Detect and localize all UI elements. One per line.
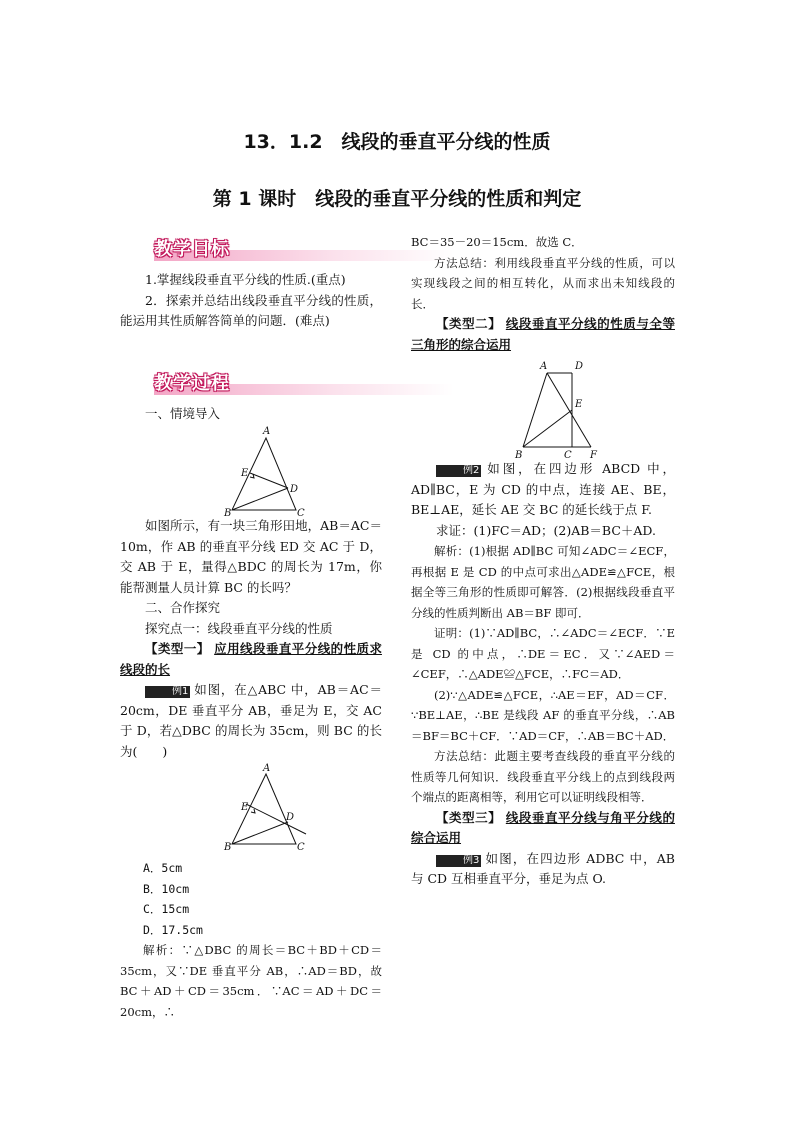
label-c: C: [297, 508, 305, 516]
label-d: D: [575, 361, 584, 372]
example-2: 例2 如图，在四边形 ABCD 中，AD∥BC，E 为 CD 的中点，连接 AE、BE，BE⊥AE，延长 AE 交 BC 的延长线于点 F.: [411, 461, 675, 517]
label-d: D: [290, 484, 299, 495]
goal-1: 1.掌握线段垂直平分线的性质.(重点): [145, 272, 346, 287]
option-a: A．5cm: [143, 861, 183, 875]
figure-triangle-2: [120, 762, 382, 854]
label-c: C: [297, 842, 305, 853]
example-2-prove: 求证：(1)FC＝AD；(2)AB＝BC＋AD.: [436, 522, 656, 538]
goal-2: 2．探索并总结出线段垂直平分线的性质，能运用其性质解答简单的问题．(难点): [120, 292, 382, 328]
figure-triangle-1: [120, 424, 382, 516]
section-title: 13．1.2 线段的垂直平分线的性质: [243, 131, 551, 153]
options-list: [120, 858, 382, 940]
explore-point-1: 探究点一：线段垂直平分线的性质: [145, 620, 333, 636]
label-b: B: [515, 450, 523, 459]
analysis-continued: BC＝35－20＝15cm．故选 C．: [411, 235, 583, 249]
method-summary-2: 方法总结：此题主要考查线段的垂直平分线的性质等几何知识．线段垂直平分线上的点到线段两个端点的距离相等，利用它可以证明线段相等．: [411, 749, 675, 804]
example-1: 例1 如图，在△ABC 中，AB＝AC＝20cm，DE 垂直平分 AB，垂足为 E，交 AC 于 D，若△DBC 的周长为 35cm，则 BC 的长为( ): [120, 682, 382, 759]
lesson-title: 第 1 课时 线段的垂直平分线的性质和判定: [212, 188, 582, 210]
example-3: 例3 如图，在四边形 ADBC 中，AB 与 CD 互相垂直平分，垂足为点 O.: [411, 850, 675, 886]
label-d: D: [286, 812, 295, 823]
example-2-proof-2: (2)∵△ADE≌△FCE，∴AE＝EF，AD＝CF．∵BE⊥AE，∴BE 是线段 AF 的垂直平分线，∴AB＝BF＝BC＋CF．∵AD＝CF，∴AB＝BC＋AD．: [411, 687, 675, 743]
label-a: A: [540, 361, 548, 372]
option-b: B．10cm: [143, 881, 190, 896]
option-c: C．15cm: [143, 902, 190, 916]
label-e: E: [241, 802, 249, 813]
process-banner: 教学过程: [120, 374, 382, 400]
type-2-heading: 【类型二】 线段垂直平分线的性质与全等三角形的综合运用: [411, 316, 675, 352]
section-intro-heading: 一、情境导入: [145, 405, 221, 421]
method-summary-1: 方法总结：利用线段垂直平分线的性质，可以实现线段之间的相互转化，从而求出未知线段的长．: [411, 255, 675, 311]
section-explore-heading: 二、合作探究: [145, 600, 221, 615]
type-1-heading: 【类型一】 应用线段垂直平分线的性质求线段的长: [120, 641, 382, 677]
example-2-proof-1: 证明：(1)∵AD∥BC，∴∠ADC＝∠ECF．∵E 是 CD 的中点，∴DE＝EC．又∵∠AED＝∠CEF，∴△ADE≌△FCE，∴FC＝AD．: [411, 626, 675, 681]
label-b: B: [224, 508, 232, 516]
right-column: [411, 232, 675, 890]
example-2-analysis: 解析：(1)根据 AD∥BC 可知∠ADC＝∠ECF，再根据 E 是 CD 的中点可求出△ADE≌△FCE，根据全等三角形的性质即可解答．(2)根据线段垂直平分线的性质判断出 AB＝BF 即可．: [411, 544, 675, 620]
type-3-heading: 【类型三】 线段垂直平分线与角平分线的综合运用: [411, 809, 675, 845]
goals-banner: 教学目标: [120, 240, 382, 266]
label-e: E: [241, 468, 249, 479]
label-e: E: [575, 399, 583, 410]
intro-question: 如图所示，有一块三角形田地，AB＝AC＝10m，作 AB 的垂直平分线 ED 交 AC 于 D，交 AB 于 E，量得△BDC 的周长为 17m，你能帮测量人员计算 BC 的长吗？: [120, 518, 382, 595]
label-b: B: [224, 842, 232, 853]
left-column: [120, 240, 382, 1022]
label-a: A: [263, 763, 271, 774]
label-c: C: [564, 450, 572, 459]
example-1-analysis: 解析：∵△DBC 的周长＝BC＋BD＋CD＝35cm，又∵DE 垂直平分 AB，∴AD＝BD，故 BC＋AD＋CD＝35cm．∵AC＝AD＋DC＝20cm，∴: [120, 943, 382, 1019]
label-f: F: [590, 450, 597, 459]
label-a: A: [263, 426, 271, 437]
figure-quadrilateral: [411, 355, 675, 459]
option-d: D．17.5cm: [143, 922, 203, 937]
